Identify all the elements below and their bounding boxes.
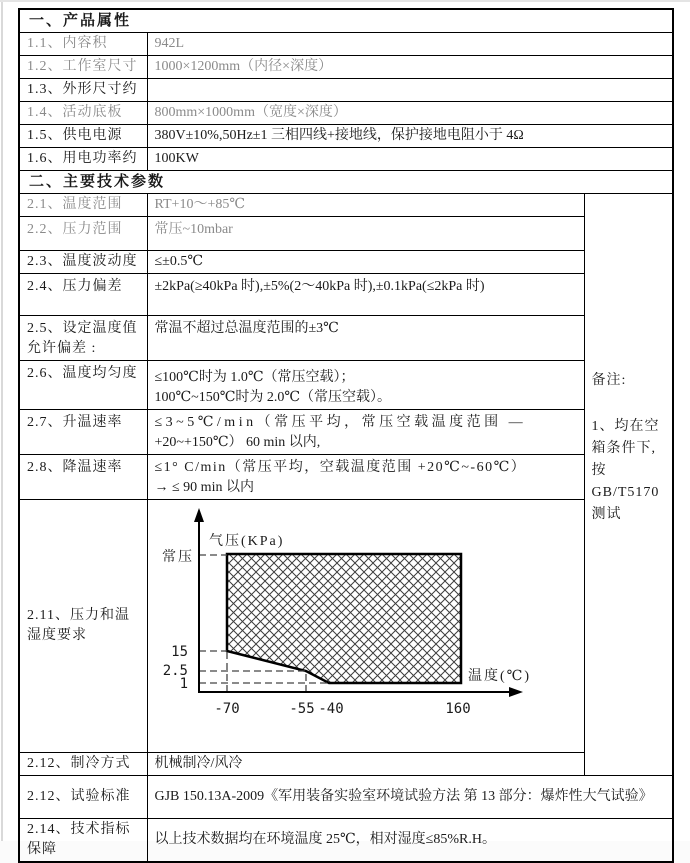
row-value-line1: ≤3~5℃/min（常压平均，常压空载温度范围 — [154, 415, 527, 430]
table-row [19, 217, 673, 251]
x-tick-minus55: -55 [288, 701, 315, 717]
envelope-region [227, 554, 461, 683]
y-tick-2-5: 2.5 [162, 663, 188, 679]
table-row [19, 776, 673, 819]
row-label-line1: 2.14、技术指标 [27, 822, 131, 837]
row-label: 1.6、用电功率约 [19, 148, 147, 171]
row-value: 100KW [147, 148, 673, 171]
table-row [19, 56, 673, 79]
x-tick-160: 160 [444, 701, 471, 717]
table-row [19, 361, 673, 410]
table-row [19, 410, 673, 455]
row-label: 1.3、外形尺寸约 [19, 79, 147, 102]
remarks-line: 按 [591, 463, 607, 478]
row-label: 2.7、升温速率 [19, 410, 147, 455]
section2-title: 二、主要技术参数 [19, 171, 673, 194]
remarks-line: GB/T5170 [591, 485, 660, 500]
row-value: 常温不超过总温度范围的±3℃ [147, 316, 584, 361]
y-tick-changya: 常压 [161, 550, 194, 565]
row-label-line2: 保障 [27, 842, 57, 857]
table-row [19, 819, 673, 863]
row-value [147, 410, 584, 455]
row-label-line2: 允许偏差 : [27, 341, 97, 356]
row-value [147, 455, 584, 500]
row-value: 机械制冷/风冷 [147, 753, 584, 776]
row-value: 380V±10%,50Hz±1 三相四线+接地线，保护接地电阻小于 4Ω [147, 125, 673, 148]
row-value-line2: 100℃~150℃时为 2.0℃（常压空载）。 [154, 390, 392, 405]
y-axis-arrow [194, 508, 204, 522]
row-label-line1: 2.5、设定温度值 [27, 321, 138, 336]
row-label: 2.4、压力偏差 [19, 274, 147, 316]
row-label: 2.1、温度范围 [19, 194, 147, 217]
row-label: 1.1、内容积 [19, 33, 147, 56]
table-row [19, 125, 673, 148]
row-value: 常压~10mbar [147, 217, 584, 251]
x-axis-title: 温度(℃) [467, 669, 531, 684]
row-label [19, 819, 147, 863]
envelope-chart-svg [148, 500, 583, 745]
remarks-gap [592, 392, 668, 416]
x-tick-minus70: -70 [213, 701, 240, 717]
row-value-line1: ≤1° C/min（常压平均，空载温度范围 +20℃~-60℃） [154, 460, 527, 475]
row-value [147, 361, 584, 410]
y-tick-1: 1 [179, 676, 188, 692]
table-row [19, 753, 673, 776]
row-value-line1: ≤100℃时为 1.0℃（常压空载）； [154, 370, 355, 385]
table-row [19, 455, 673, 500]
row-value: RT+10～+85℃ [147, 194, 584, 217]
row-label: 1.4、活动底板 [19, 102, 147, 125]
row-value: ≤±0.5℃ [147, 251, 584, 274]
remarks-line: 1、均在空 [591, 419, 660, 434]
table-row [19, 33, 673, 56]
table-row [19, 194, 673, 217]
table-row [19, 148, 673, 171]
row-label: 2.3、温度波动度 [19, 251, 147, 274]
remarks-cell [584, 194, 673, 776]
section1-header-row [19, 9, 673, 33]
row-value: 800mm×1000mm（宽度×深度） [147, 102, 673, 125]
remarks-line: 箱条件下, [591, 441, 656, 456]
y-tick-15: 15 [170, 644, 188, 660]
y-axis-title: 气压(KPa) [208, 534, 284, 549]
table-row [19, 274, 673, 316]
x-axis-arrow [509, 687, 523, 697]
page-left-edge-line [1, 0, 3, 841]
row-label-line1: 2.11、压力和温 [27, 608, 130, 623]
table-row [19, 316, 673, 361]
spec-table [18, 8, 674, 863]
row-value: 1000×1200mm（内径×深度） [147, 56, 673, 79]
section2-header-row [19, 171, 673, 194]
row-value-line2: +20~+150℃） 60 min 以内, [154, 435, 321, 450]
row-value-line2: → ≤ 90 min 以内 [154, 480, 254, 495]
row-label: 2.6、温度均匀度 [19, 361, 147, 410]
page-top-edge-line [0, 0, 690, 2]
row-label: 2.8、降温速率 [19, 455, 147, 500]
row-value: 以上技术数据均在环境温度 25℃，相对湿度≤85%R.H。 [147, 819, 673, 863]
row-label [19, 316, 147, 361]
row-label: 1.2、工作室尺寸 [19, 56, 147, 79]
row-value: GJB 150.13A-2009《军用装备实验室环境试验方法 第 13 部分：爆炸性大气试验》 [147, 776, 673, 819]
row-value: 942L [147, 33, 673, 56]
table-row [19, 251, 673, 274]
row-label-line2: 湿度要求 [27, 628, 87, 643]
section1-title: 一、产品属性 [19, 9, 673, 33]
row-label: 1.5、供电电源 [19, 125, 147, 148]
row-label [19, 500, 147, 753]
remarks-line: 测试 [591, 507, 622, 522]
row-label: 2.12、试验标准 [19, 776, 147, 819]
pressure-temperature-chart [147, 500, 584, 753]
table-row [19, 79, 673, 102]
chart-row [19, 500, 673, 753]
row-value [147, 79, 673, 102]
row-label: 2.12、制冷方式 [19, 753, 147, 776]
row-value: ±2kPa(≥40kPa 时),±5%(2～40kPa 时),±0.1kPa(≤2kPa 时) [147, 274, 584, 316]
table-row [19, 102, 673, 125]
row-label: 2.2、压力范围 [19, 217, 147, 251]
remarks-title: 备注: [591, 373, 627, 388]
x-tick-minus40: -40 [317, 701, 344, 717]
